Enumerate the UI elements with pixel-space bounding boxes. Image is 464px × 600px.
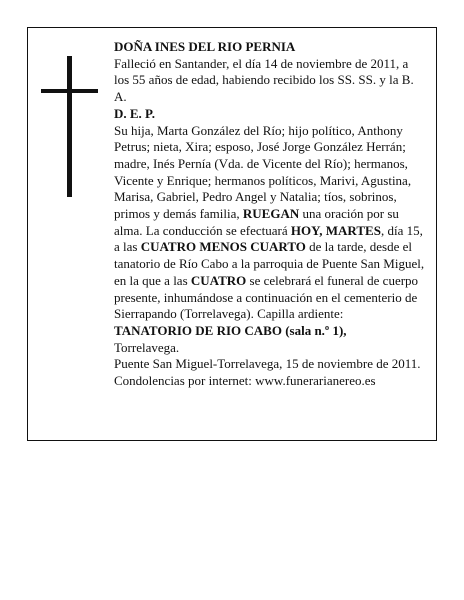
family-list: Su hija, Marta González del Río; hijo político, Anthony Petrus; nieta, Xira; esposo, José Jorge González Herrán; madre, Inés Pernía (Vda. de Vicente del Río); hermanos, Vicente y Enrique; hermanos políticos, Marivi, Agustina, Marisa, Gabriel, Pedro Angel y Natalia; tíos, sobrinos, primos y demás familia, (114, 122, 412, 222)
funeral-time-highlight: CUATRO (190, 272, 247, 288)
day-highlight: HOY, MARTES (290, 222, 381, 238)
prayer-request: una oración por su alma. La conducción se efectuará (114, 206, 399, 238)
dep-line: D. E. P. (114, 105, 156, 121)
funeral-text: se celebrará el funeral de cuerpo presente, inhumándose a continuación en el cementerio de Sierrapando (Torrelavega). Capilla ardiente: (114, 272, 419, 322)
route-text: de la tarde, desde el tanatorio de Río Cabo a la parroquia de Puente San Miguel, en la que a las (114, 239, 425, 288)
place-and-date: Puente San Miguel-Torrelavega, 15 de noviembre de 2011. (114, 356, 421, 372)
funeral-paragraph (114, 123, 426, 323)
time-highlight: CUATRO MENOS CUARTO (140, 239, 306, 255)
obituary-notice (27, 27, 437, 441)
date-text: , día 15, a las (114, 222, 423, 255)
ruegan-word: RUEGAN (242, 206, 300, 222)
condolences-line: Condolencias por internet: www.funerarianereo.es (114, 373, 376, 389)
chapel-location: TANATORIO DE RIO CABO (sala n.º 1), (114, 322, 347, 338)
obituary-text (114, 39, 426, 390)
chapel-town: Torrelavega. (114, 339, 180, 355)
cross-vertical-bar (67, 56, 72, 197)
death-statement: Falleció en Santander, el día 14 de noviembre de 2011, a los 55 años de edad, habiendo recibido los SS. SS. y la B. A. (114, 55, 414, 105)
deceased-name: DOÑA INES DEL RIO PERNIA (114, 39, 296, 54)
cross-horizontal-bar (41, 89, 98, 93)
